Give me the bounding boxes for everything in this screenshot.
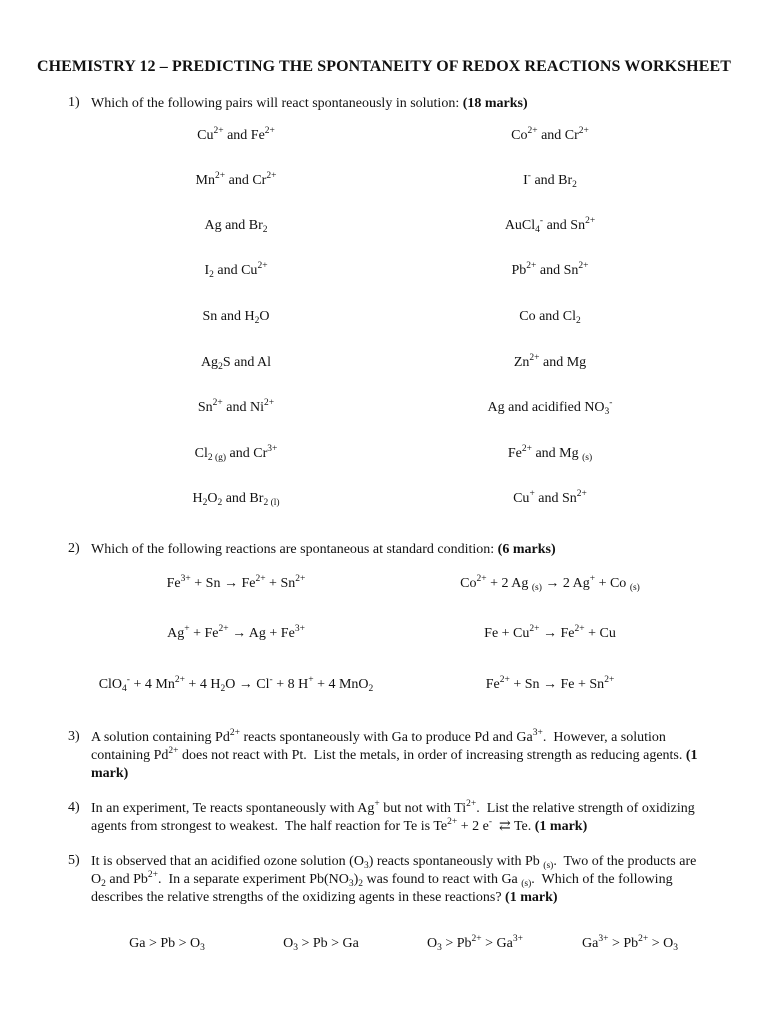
question-4-number: 4) (68, 800, 80, 815)
q1-pair: Sn and $H_2O$ (202, 309, 270, 326)
q1-pair: Cu+ and $Sn^{2+}$ (513, 489, 587, 506)
question-2-number: 2) (68, 541, 80, 556)
q1-pair: $I_2$ and $Cu^{2+}$ (204, 261, 268, 280)
q1-pair: $Pb^{2+}$ and $Sn^{2+}$ (511, 261, 589, 278)
q1-pair: AuCl$_4$- and $Sn^{2+}$ (504, 216, 596, 235)
question-4-text: In an experiment, Te reacts spontaneously with Ag+ but not with $Ti^{2+}$. List the relative strength of oxidizing agents from strongest to weakest. The half reaction for Te is $Te^{2+} + 2$ e- ⇄ Te. (1 mark) (91, 799, 695, 834)
q1-pair: $Fe^{2+}$ and Mg $_{(s)}$ (507, 444, 593, 463)
q2-reaction: $Ag^+ + Fe^{2+} \to Ag + Fe^{3+}$ (167, 624, 305, 641)
page-title: CHEMISTRY 12 – PREDICTING THE SPONTANEITY OF REDOX REACTIONS WORKSHEET (36, 58, 732, 75)
question-3-text: A solution containing $Pd^{2+}$ reacts spontaneously with Ga to produce Pd and $Ga^{3+}$. However, a solution containing $Pd^{2+}$ does not react with Pt. List the metals, in order of increasing strength as reducing agents. (1 mark) (91, 728, 698, 781)
q1-pair: Co and $Cl_2$ (519, 309, 581, 326)
q1-pair: $H_2O_2$ and $Br_{2 (l)}$ (192, 491, 280, 508)
q1-pair: Ag and $Br_2$ (204, 218, 268, 235)
question-2-text: Which of the following reactions are spontaneous at standard condition: (6 marks) (91, 542, 556, 557)
q1-pair: $Mn^{2+}$ and $Cr^{2+}$ (195, 171, 277, 188)
q2-reaction: $Fe^{2+} + Sn \to Fe + Sn^{2+}$ (485, 675, 615, 692)
question-5-text: It is observed that an acidified ozone solution $(O_3)$ reacts spontaneously with Pb $_{(s)}$. Two of the products are $O_2$ and $Pb^{2+}$. In a separate experiment $Pb(NO_3)_2$ was found to react with Ga $_{(s)}$. Which of the following describes the relative strengths of the oxidizing agents in these reactions? (1 mark) (91, 854, 697, 905)
q1-pair: Ag and acidified $NO_3^-$ (487, 398, 613, 417)
q1-pair: I- and $Br_2$ (523, 171, 577, 190)
q1-pair: $Ag_2S$ and Al (200, 355, 272, 372)
q5-option: $Ga^{3+} > Pb^{2+} > O_3$ (582, 934, 678, 953)
question-3-number: 3) (68, 729, 80, 744)
q2-reaction: ClO$_4$- + 4 $Mn^{2+} + 4$ $H_2O \to Cl^- + 8$ H+ + 4 MnO$_2$ (98, 675, 374, 694)
q1-pair: $Sn^{2+}$ and $Ni^{2+}$ (197, 398, 275, 415)
q2-reaction: $Fe + Cu^{2+} \to Fe^{2+} + Cu$ (484, 624, 616, 641)
q2-reaction: $Co^{2+} + 2$ Ag $_{(s)}$ → 2 Ag+ + Co $_{(s)}$ (460, 574, 640, 593)
q5-option: $O_3 > Pb > Ga$ (283, 936, 359, 953)
q1-pair: $Cu^{2+}$ and $Fe^{2+}$ (197, 126, 275, 143)
q5-option: $Ga > Pb > O_3$ (129, 936, 205, 953)
q1-pair: $Cl_{2 (g)}$ and $Cr^{3+}$ (194, 444, 278, 463)
q2-reaction: $Fe^{3+} + Sn \to Fe^{2+} + Sn^{2+}$ (166, 574, 306, 591)
question-1-text: Which of the following pairs will react spontaneously in solution: (18 marks) (91, 96, 528, 111)
question-1-number: 1) (68, 95, 80, 110)
q1-pair: $Zn^{2+}$ and Mg (513, 353, 587, 370)
question-5-number: 5) (68, 853, 80, 868)
q5-option: $O_3 > Pb^{2+} > Ga^{3+}$ (426, 934, 524, 953)
q1-pair: $Co^{2+}$ and $Cr^{2+}$ (511, 126, 589, 143)
